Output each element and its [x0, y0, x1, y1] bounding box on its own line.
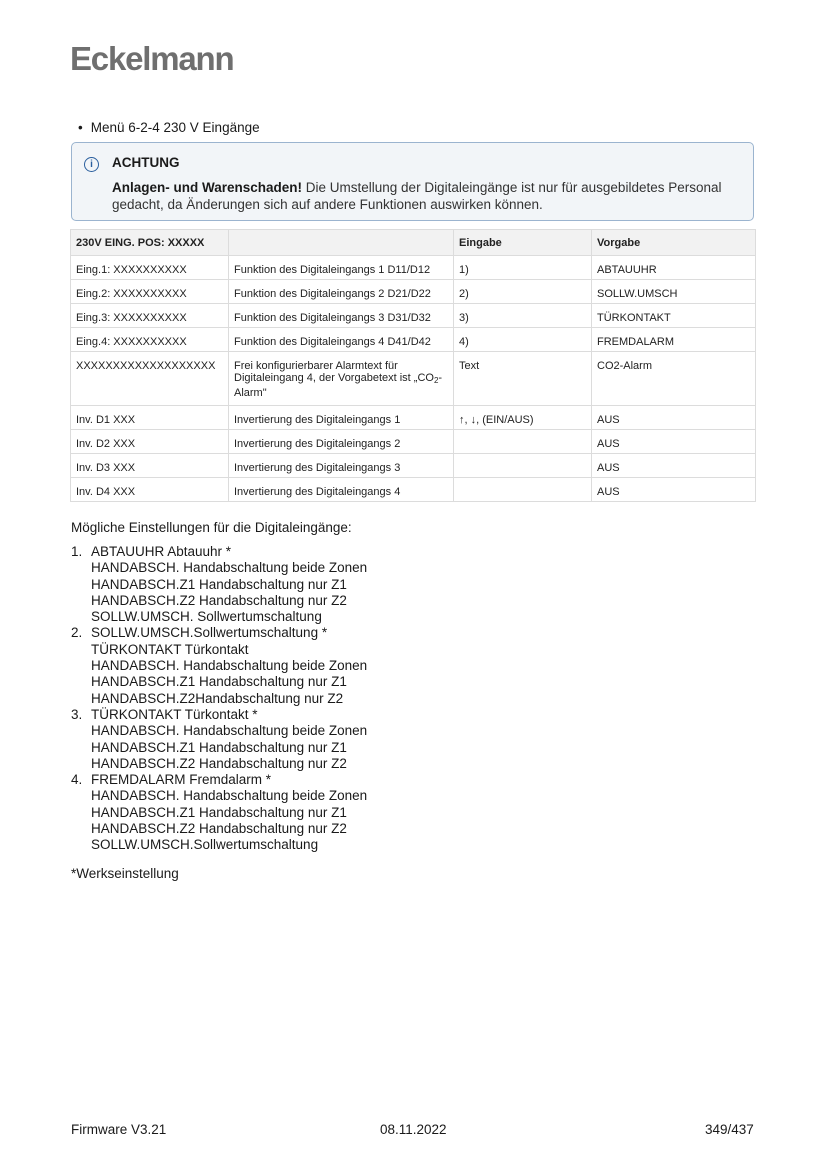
- parameter-table: [70, 229, 756, 502]
- param-name: Eing.1: XXXXXXXXXX: [71, 256, 229, 280]
- option-line: HANDABSCH. Handabschaltung beide Zonen: [91, 560, 368, 576]
- param-description: [229, 352, 454, 406]
- param-name: Inv. D3 XXX: [71, 454, 229, 478]
- param-input: 2): [454, 280, 592, 304]
- param-default: CO2-Alarm: [592, 352, 756, 406]
- list-item: [71, 625, 367, 706]
- item-number: 4.: [71, 772, 83, 788]
- param-description: Invertierung des Digitaleingangs 3: [229, 454, 454, 478]
- option-line: HANDABSCH. Handabschaltung beide Zonen: [91, 658, 368, 674]
- param-input: Text: [454, 352, 592, 406]
- table-row: [71, 328, 756, 352]
- param-description: Invertierung des Digitaleingangs 1: [229, 406, 454, 430]
- notice-bold: Anlagen- und Warenschaden!: [112, 180, 303, 195]
- param-description: Invertierung des Digitaleingangs 4: [229, 478, 454, 502]
- param-default: FREMDALARM: [592, 328, 756, 352]
- option-line: SOLLW.UMSCH.Sollwertumschaltung *: [91, 625, 328, 641]
- footer-page-number: 349/437: [705, 1122, 754, 1137]
- option-line: HANDABSCH.Z1 Handabschaltung nur Z1: [91, 674, 347, 690]
- co2-subscript: 2: [433, 376, 439, 385]
- option-line: HANDABSCH.Z2Handabschaltung nur Z2: [91, 690, 344, 706]
- param-input: 3): [454, 304, 592, 328]
- param-name: Inv. D1 XXX: [71, 406, 229, 430]
- option-line: FREMDALARM Fremdalarm *: [91, 772, 272, 788]
- menu-title-text: Menü 6-2-4 230 V Eingänge: [90, 120, 260, 135]
- param-name: Eing.3: XXXXXXXXXX: [71, 304, 229, 328]
- alarm-text-desc: Frei konfigurierbarer Alarmtext für Digitaleingang 4, der Vorgabetext ist „CO: [234, 360, 434, 384]
- header-cell: 230V EING. POS: XXXXX: [71, 230, 229, 256]
- param-default: AUS: [592, 478, 756, 502]
- menu-title: [78, 120, 260, 135]
- option-line: ABTAUUHR Abtauuhr *: [91, 544, 232, 559]
- table-row: [71, 430, 756, 454]
- header-cell: [229, 230, 454, 256]
- bullet-icon: •: [78, 120, 83, 135]
- settings-list: [71, 544, 367, 854]
- settings-title: Mögliche Einstellungen für die Digitaleingänge:: [71, 520, 352, 535]
- param-default: ABTAUUHR: [592, 256, 756, 280]
- list-item: [71, 707, 367, 772]
- warning-notice: [71, 142, 754, 221]
- option-line: TÜRKONTAKT Türkontakt *: [91, 706, 258, 722]
- footer-firmware: Firmware V3.21: [71, 1122, 167, 1137]
- option-line: HANDABSCH.Z2 Handabschaltung nur Z2: [91, 592, 347, 608]
- param-input: ↑, ↓, (EIN/AUS): [454, 406, 592, 430]
- option-line: HANDABSCH. Handabschaltung beide Zonen: [91, 788, 368, 804]
- param-description: Funktion des Digitaleingangs 2 D21/D22: [229, 280, 454, 304]
- table-row: [71, 280, 756, 304]
- param-name: Eing.4: XXXXXXXXXX: [71, 328, 229, 352]
- item-number: 1.: [71, 544, 83, 559]
- param-name: Eing.2: XXXXXXXXXX: [71, 280, 229, 304]
- table-row: [71, 352, 756, 406]
- brand-logo: Eckelmann: [70, 40, 234, 77]
- table-row: [71, 304, 756, 328]
- param-input: [454, 478, 592, 502]
- param-name: XXXXXXXXXXXXXXXXXXX: [71, 352, 229, 406]
- table-row: [71, 256, 756, 280]
- item-number: 3.: [71, 706, 83, 722]
- notice-title: ACHTUNG: [112, 155, 180, 170]
- notice-text: [112, 180, 742, 213]
- option-line: TÜRKONTAKT Türkontakt: [91, 641, 249, 657]
- option-line: SOLLW.UMSCH.Sollwertumschaltung: [91, 837, 319, 853]
- param-description: Funktion des Digitaleingangs 4 D41/D42: [229, 328, 454, 352]
- footnote: *Werkseinstellung: [71, 866, 179, 881]
- param-default: AUS: [592, 406, 756, 430]
- option-line: SOLLW.UMSCH. Sollwertumschaltung: [91, 609, 322, 625]
- table-row: [71, 478, 756, 502]
- param-input: [454, 454, 592, 478]
- list-item: [71, 544, 367, 625]
- header-cell: Vorgabe: [592, 230, 756, 256]
- param-default: TÜRKONTAKT: [592, 304, 756, 328]
- param-description: Funktion des Digitaleingangs 3 D31/D32: [229, 304, 454, 328]
- option-line: HANDABSCH.Z2 Handabschaltung nur Z2: [91, 755, 347, 771]
- option-line: HANDABSCH.Z2 Handabschaltung nur Z2: [91, 821, 347, 837]
- alarm-text-tail: -Alarm": [234, 372, 443, 399]
- option-line: HANDABSCH.Z1 Handabschaltung nur Z1: [91, 804, 347, 820]
- footer-date: 08.11.2022: [380, 1122, 447, 1137]
- param-description: Invertierung des Digitaleingangs 2: [229, 430, 454, 454]
- header-cell: Eingabe: [454, 230, 592, 256]
- option-line: HANDABSCH.Z1 Handabschaltung nur Z1: [91, 576, 347, 592]
- param-default: AUS: [592, 430, 756, 454]
- param-default: SOLLW.UMSCH: [592, 280, 756, 304]
- param-input: 4): [454, 328, 592, 352]
- option-line: HANDABSCH. Handabschaltung beide Zonen: [91, 723, 368, 739]
- param-input: 1): [454, 256, 592, 280]
- table-header-row: [71, 230, 756, 256]
- item-number: 2.: [71, 625, 83, 641]
- option-line: HANDABSCH.Z1 Handabschaltung nur Z1: [91, 739, 347, 755]
- info-icon: i: [84, 157, 99, 172]
- table-row: [71, 454, 756, 478]
- param-description: Funktion des Digitaleingangs 1 D11/D12: [229, 256, 454, 280]
- notice-body: Die Umstellung der Digitaleingänge ist nur für ausgebildetes Personal gedacht, da Änderungen sich auf andere Funktionen auswirken können.: [112, 180, 722, 212]
- list-item: [71, 772, 367, 853]
- param-name: Inv. D4 XXX: [71, 478, 229, 502]
- param-name: Inv. D2 XXX: [71, 430, 229, 454]
- param-default: AUS: [592, 454, 756, 478]
- table-row: [71, 406, 756, 430]
- param-input: [454, 430, 592, 454]
